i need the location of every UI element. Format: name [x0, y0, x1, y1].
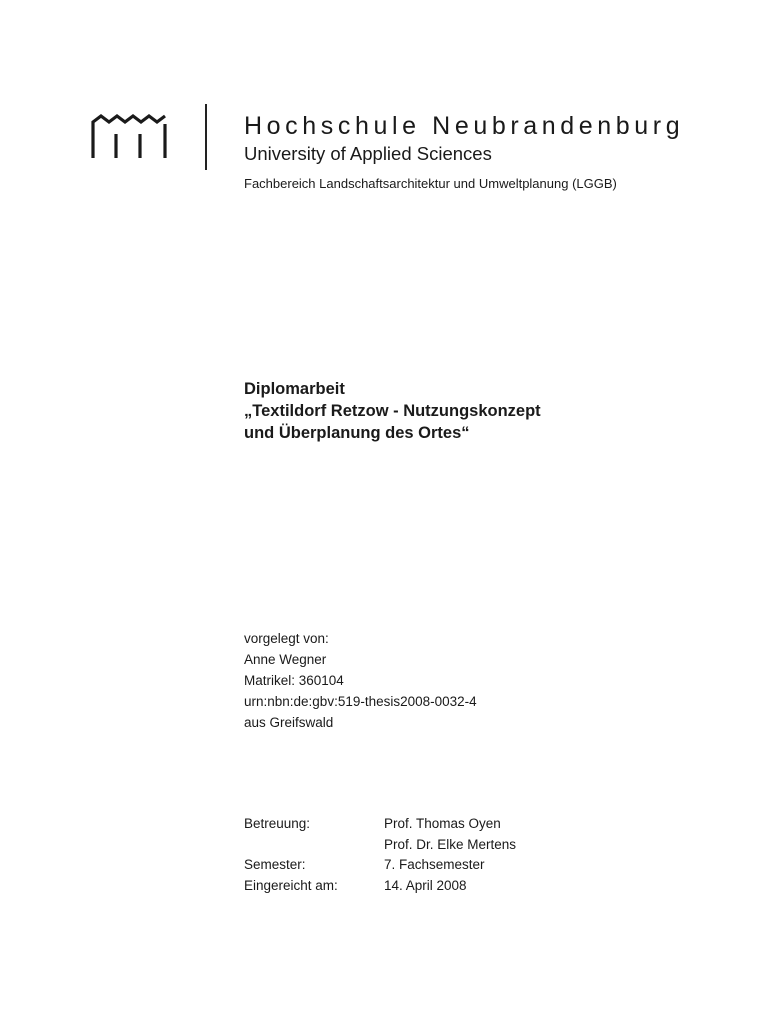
thesis-title-block [244, 378, 541, 444]
thesis-title-line-2: und Überplanung des Ortes“ [244, 424, 470, 442]
supervision-row [244, 814, 516, 835]
semester-row [244, 855, 516, 876]
supervisor-1: Prof. Thomas Oyen [384, 816, 501, 831]
supervision-row-2 [244, 835, 516, 856]
university-name: Hochschule Neubrandenburg [244, 112, 685, 140]
submitted-label: Eingereicht am: [244, 877, 338, 893]
submitted-row [244, 876, 516, 897]
faculty-name: Fachbereich Landschaftsarchitektur und Umweltplanung (LGGB) [244, 176, 617, 191]
submitted-value: 14. April 2008 [384, 877, 467, 893]
university-subtitle: University of Applied Sciences [244, 143, 492, 164]
semester-value: 7. Fachsemester [384, 857, 485, 872]
header-divider [205, 104, 207, 170]
semester-label: Semester: [244, 857, 306, 872]
supervisor-2: Prof. Dr. Elke Mertens [384, 836, 517, 852]
author-intro: vorgelegt von: [244, 631, 329, 646]
supervision-label: Betreuung: [244, 816, 311, 831]
thesis-type: Diplomarbeit [244, 380, 345, 398]
author-block [244, 628, 477, 733]
university-logo [90, 114, 170, 160]
author-origin: aus Greifswald [244, 715, 334, 730]
thesis-details [244, 814, 516, 896]
thesis-title-line-1: „Textildorf Retzow - Nutzungskonzept [244, 402, 541, 420]
author-matrikel: Matrikel: 360104 [244, 673, 344, 688]
author-urn: urn:nbn:de:gbv:519-thesis2008-0032-4 [244, 694, 477, 709]
author-name: Anne Wegner [244, 652, 327, 667]
